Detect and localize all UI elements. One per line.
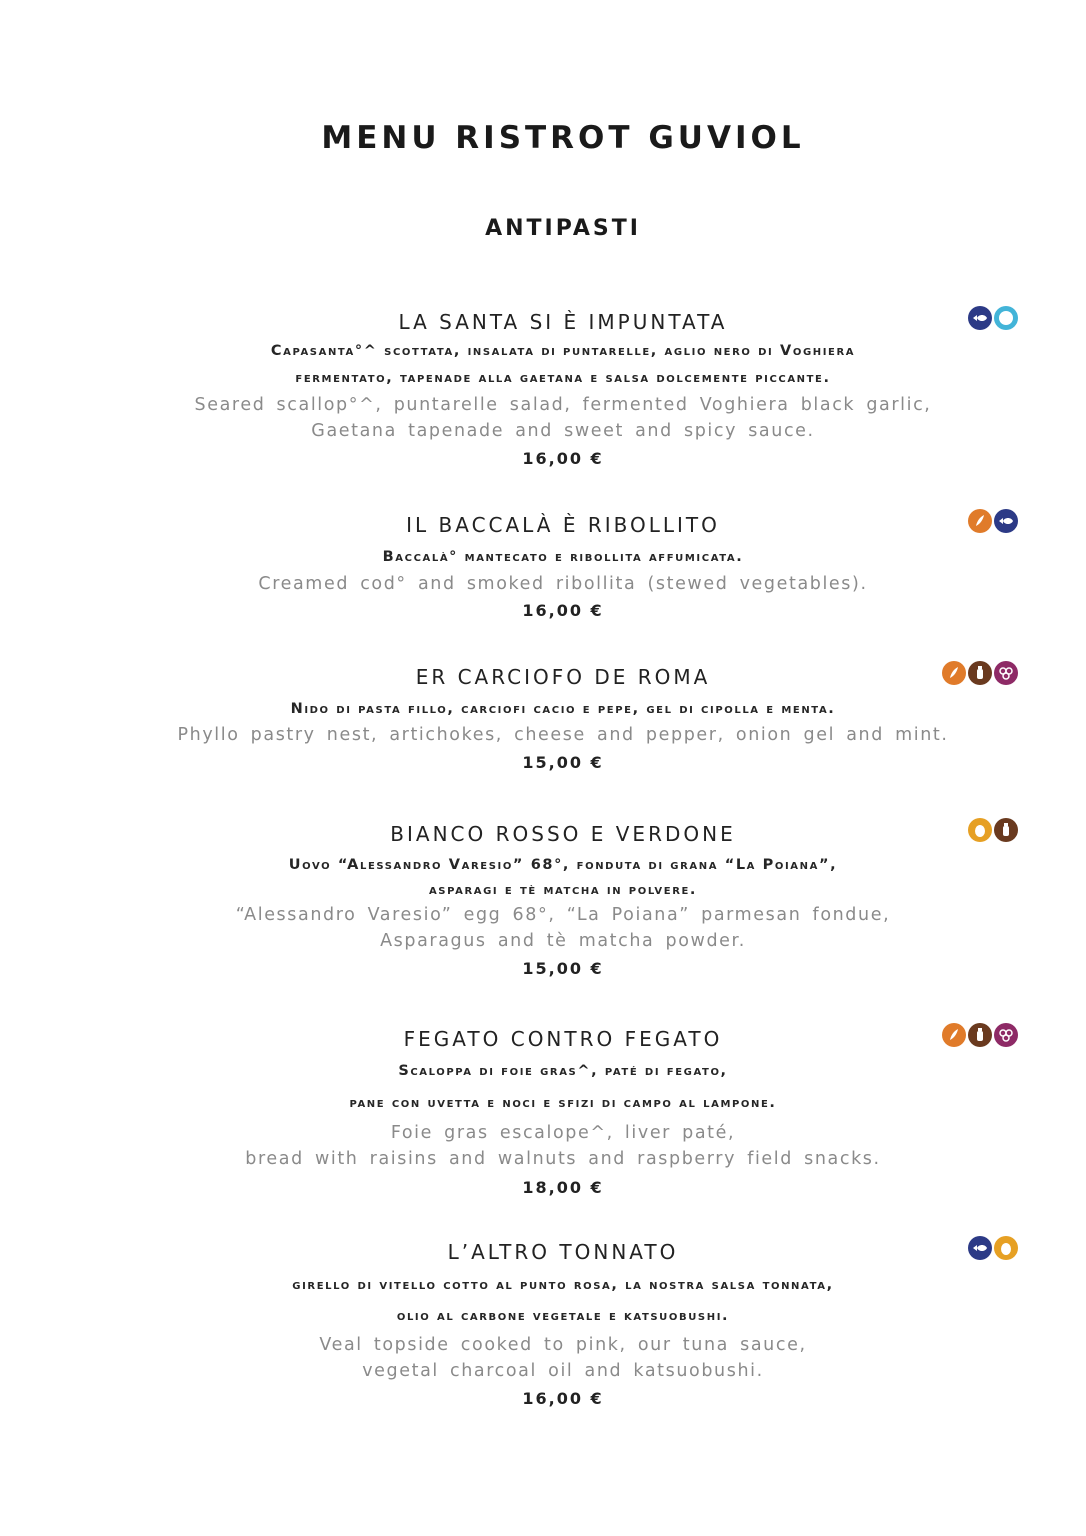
dish-name: FEGATO CONTRO FEGATO: [403, 1027, 723, 1051]
dish-description-en: Asparagus and tè matcha powder.: [380, 931, 746, 951]
dairy-icon: [994, 818, 1018, 842]
dish-name: ER CARCIOFO DE ROMA: [415, 665, 711, 689]
dish-description-en: vegetal charcoal oil and katsuobushi.: [362, 1361, 764, 1381]
dish-description-en: Seared scallop°^, puntarelle salad, fermented Voghiera black garlic,: [194, 395, 932, 415]
dish-description-en: bread with raisins and walnuts and raspberry field snacks.: [245, 1149, 881, 1169]
dish-name: L’ALTRO TONNATO: [447, 1240, 679, 1264]
dish-description-it: girello di vitello cotto al punto rosa, la nostra salsa tonnata,: [292, 1277, 834, 1293]
dish-price: 16,00 €: [522, 1389, 604, 1408]
egg-icon: [994, 1236, 1018, 1260]
sulphites-icon: [994, 661, 1018, 685]
dairy-icon: [968, 661, 992, 685]
dish-price: 15,00 €: [522, 753, 604, 772]
allergen-icons: [942, 661, 1018, 687]
dish-description-en: Veal topside cooked to pink, our tuna sauce,: [319, 1335, 807, 1355]
fish-icon: [994, 509, 1018, 533]
dish-description-en: Gaetana tapenade and sweet and spicy sauce.: [311, 421, 815, 441]
gluten-icon: [942, 661, 966, 685]
dish-description-en: “Alessandro Varesio” egg 68°, “La Poiana” parmesan fondue,: [235, 905, 891, 925]
dish-description-it: asparagi e tè matcha in polvere.: [428, 882, 698, 898]
allergen-icons: [968, 818, 1018, 844]
dish-description-it: Uovo “Alessandro Varesio” 68°, fonduta di grana “La Poiana”,: [288, 857, 838, 873]
allergen-icons: [968, 306, 1018, 332]
dish-description-en: Foie gras escalope^, liver paté,: [390, 1123, 736, 1143]
dish-description-it: olio al carbone vegetale e katsuobushi.: [396, 1308, 730, 1324]
dish-description-it: Scaloppa di foie gras^, paté di fegato,: [398, 1063, 728, 1079]
dish-description-en: Creamed cod° and smoked ribollita (stewed vegetables).: [258, 574, 868, 594]
dish-description-it: Nido di pasta fillo, carciofi cacio e pepe, gel di cipolla e menta.: [290, 701, 836, 717]
dish-price: 15,00 €: [522, 959, 604, 978]
section-title: ANTIPASTI: [485, 216, 641, 241]
sulphites-icon: [994, 1023, 1018, 1047]
egg-icon: [968, 818, 992, 842]
gluten-icon: [942, 1023, 966, 1047]
dish-name: LA SANTA SI È IMPUNTATA: [398, 310, 728, 334]
menu-title: MENU RISTROT GUVIOL: [321, 120, 805, 156]
dairy-icon: [968, 1023, 992, 1047]
gluten-icon: [968, 509, 992, 533]
fish-icon: [968, 306, 992, 330]
dish-name: IL BACCALÀ È RIBOLLITO: [406, 513, 720, 537]
fish-icon: [968, 1236, 992, 1260]
dish-price: 16,00 €: [522, 449, 604, 468]
dish-description-it: pane con uvetta e noci e sfizi di campo al lampone.: [349, 1095, 777, 1111]
shellfish-icon: [994, 306, 1018, 330]
dish-description-it: fermentato, tapenade alla gaetana e salsa dolcemente piccante.: [295, 370, 831, 386]
dish-description-it: Baccalà° mantecato e ribollita affumicata.: [382, 549, 744, 565]
dish-price: 18,00 €: [522, 1178, 604, 1197]
dish-price: 16,00 €: [522, 601, 604, 620]
allergen-icons: [968, 1236, 1018, 1262]
dish-description-en: Phyllo pastry nest, artichokes, cheese and pepper, onion gel and mint.: [177, 725, 949, 745]
dish-name: BIANCO ROSSO E VERDONE: [390, 822, 736, 846]
dish-description-it: Capasanta°^ scottata, insalata di puntarelle, aglio nero di Voghiera: [270, 343, 856, 359]
allergen-icons: [968, 509, 1018, 535]
allergen-icons: [942, 1023, 1018, 1049]
